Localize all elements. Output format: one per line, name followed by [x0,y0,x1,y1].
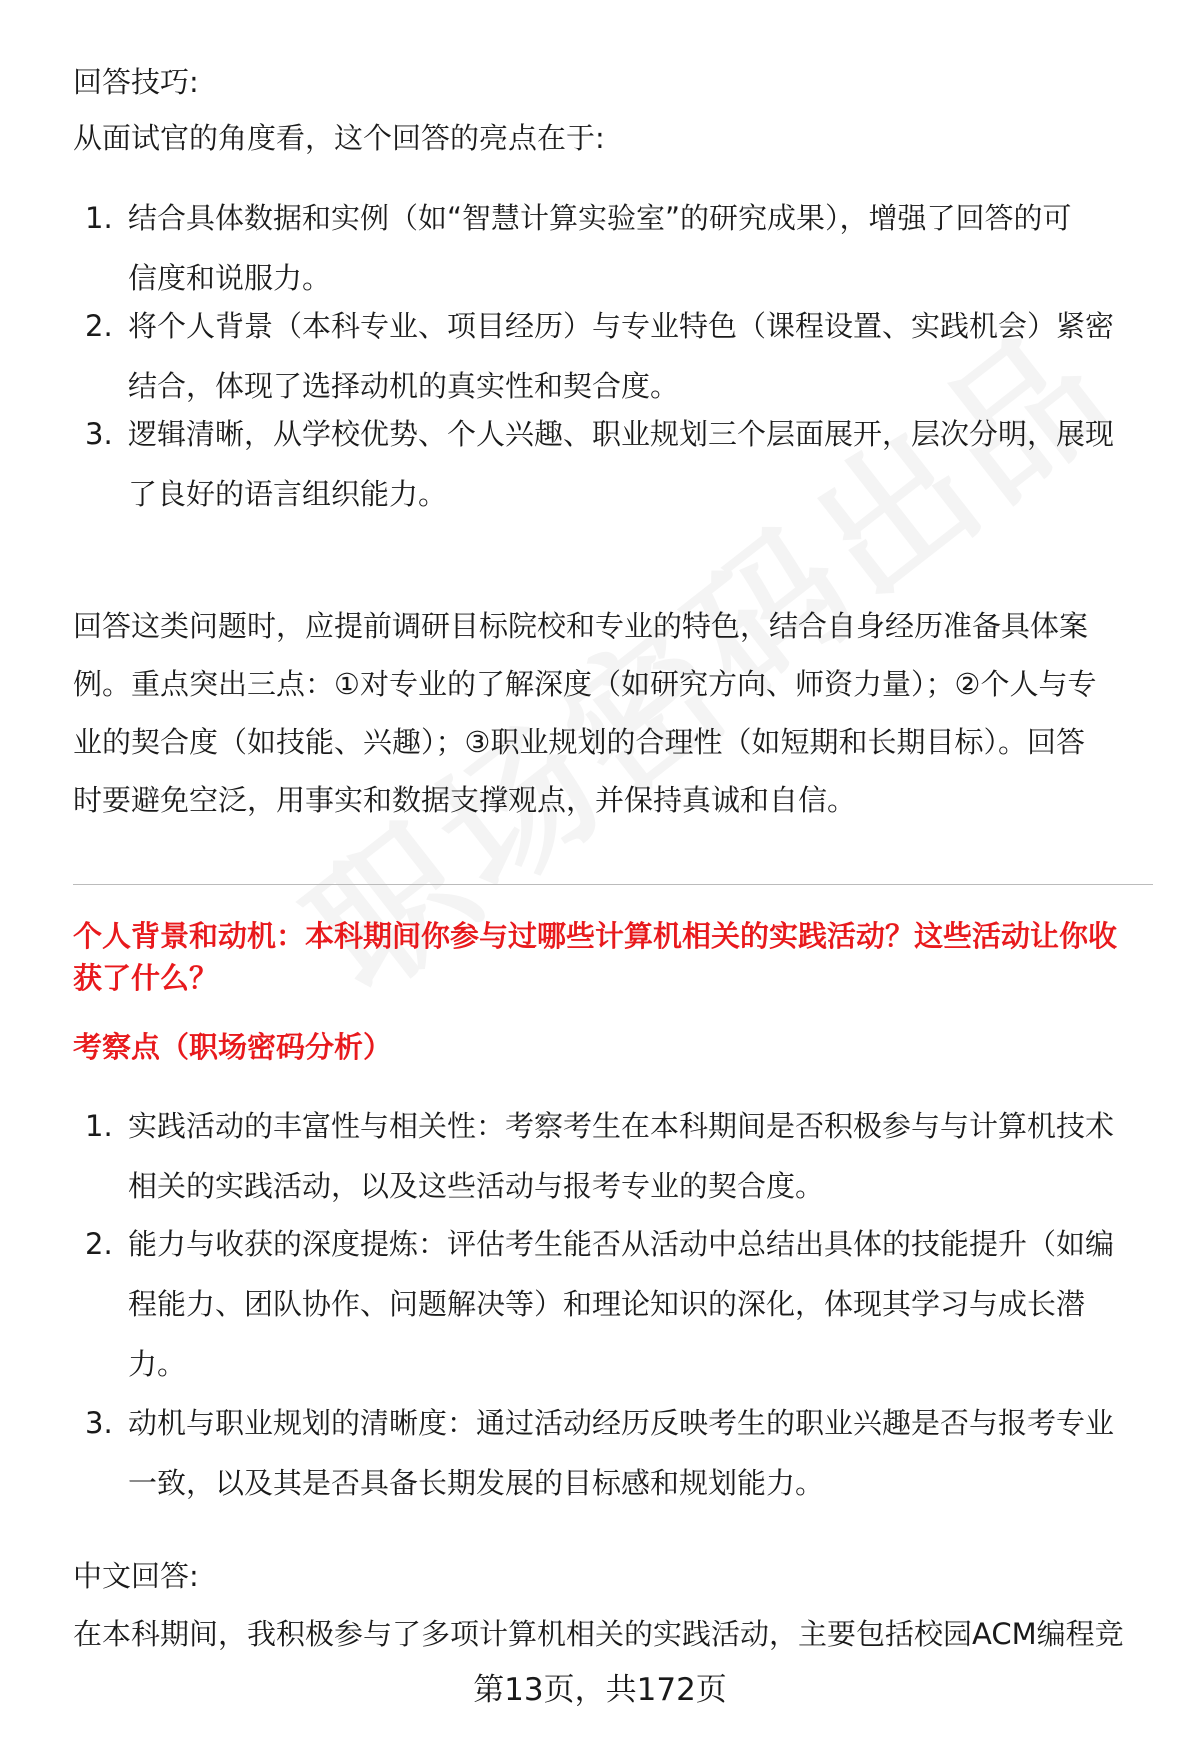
list-line: 力。 [128,1347,187,1381]
summary-line: 例。重点突出三点：①对专业的了解深度（如研究方向、师资力量）；②个人与专 [73,667,1097,701]
list-item-text [128,1214,1148,1394]
focus-heading: 考察点（职场密码分析） [73,1030,393,1064]
list-item-text [128,1393,1148,1513]
list-number: 1. [85,1109,113,1143]
list-line: 能力与收获的深度提炼：评估考生能否从活动中总结出具体的技能提升（如编 [128,1227,1115,1261]
list-line: 逻辑清晰，从学校优势、个人兴趣、职业规划三个层面展开，层次分明，展现 [128,417,1115,451]
list-line: 将个人背景（本科专业、项目经历）与专业特色（课程设置、实践机会）紧密 [128,309,1115,343]
list-line: 结合具体数据和实例（如“智慧计算实验室”的研究成果），增强了回答的可 [128,201,1072,235]
list-number: 3. [85,1406,113,1440]
list-item-text [128,296,1148,416]
answer-label: 中文回答: [73,1559,199,1593]
question-heading-line: 获了什么？ [73,961,219,995]
page-number-footer: 第13页，共172页 [473,1672,727,1708]
tips-label: 回答技巧: [73,65,199,99]
intro-text: 从面试官的角度看，这个回答的亮点在于: [73,121,605,155]
section-divider [73,884,1153,885]
list-line: 动机与职业规划的清晰度：通过活动经历反映考生的职业兴趣是否与报考专业 [128,1406,1115,1440]
list-number: 2. [85,309,113,343]
question-heading-line: 个人背景和动机：本科期间你参与过哪些计算机相关的实践活动？这些活动让你收 [73,919,1118,953]
summary-line: 时要避免空泛，用事实和数据支撑观点，并保持真诚和自信。 [73,783,857,817]
list-line: 程能力、团队协作、问题解决等）和理论知识的深化，体现其学习与成长潜 [128,1287,1086,1321]
summary-line: 回答这类问题时，应提前调研目标院校和专业的特色，结合自身经历准备具体案 [73,609,1089,643]
list-item-text [128,404,1148,524]
list-line: 信度和说服力。 [128,261,332,295]
list-line: 了良好的语言组织能力。 [128,477,448,511]
list-item-text [128,188,1148,308]
list-number: 2. [85,1227,113,1261]
list-item-text [128,1096,1148,1216]
answer-text: 在本科期间，我积极参与了多项计算机相关的实践活动，主要包括校园ACM编程竞 [73,1617,1124,1651]
list-line: 相关的实践活动，以及这些活动与报考专业的契合度。 [128,1169,825,1203]
list-line: 结合，体现了选择动机的真实性和契合度。 [128,369,680,403]
list-line: 实践活动的丰富性与相关性：考察考生在本科期间是否积极参与与计算机技术 [128,1109,1115,1143]
list-number: 3. [85,417,113,451]
list-line: 一致，以及其是否具备长期发展的目标感和规划能力。 [128,1466,825,1500]
summary-line: 业的契合度（如技能、兴趣）；③职业规划的合理性（如短期和长期目标）。回答 [73,725,1085,759]
list-number: 1. [85,201,113,235]
